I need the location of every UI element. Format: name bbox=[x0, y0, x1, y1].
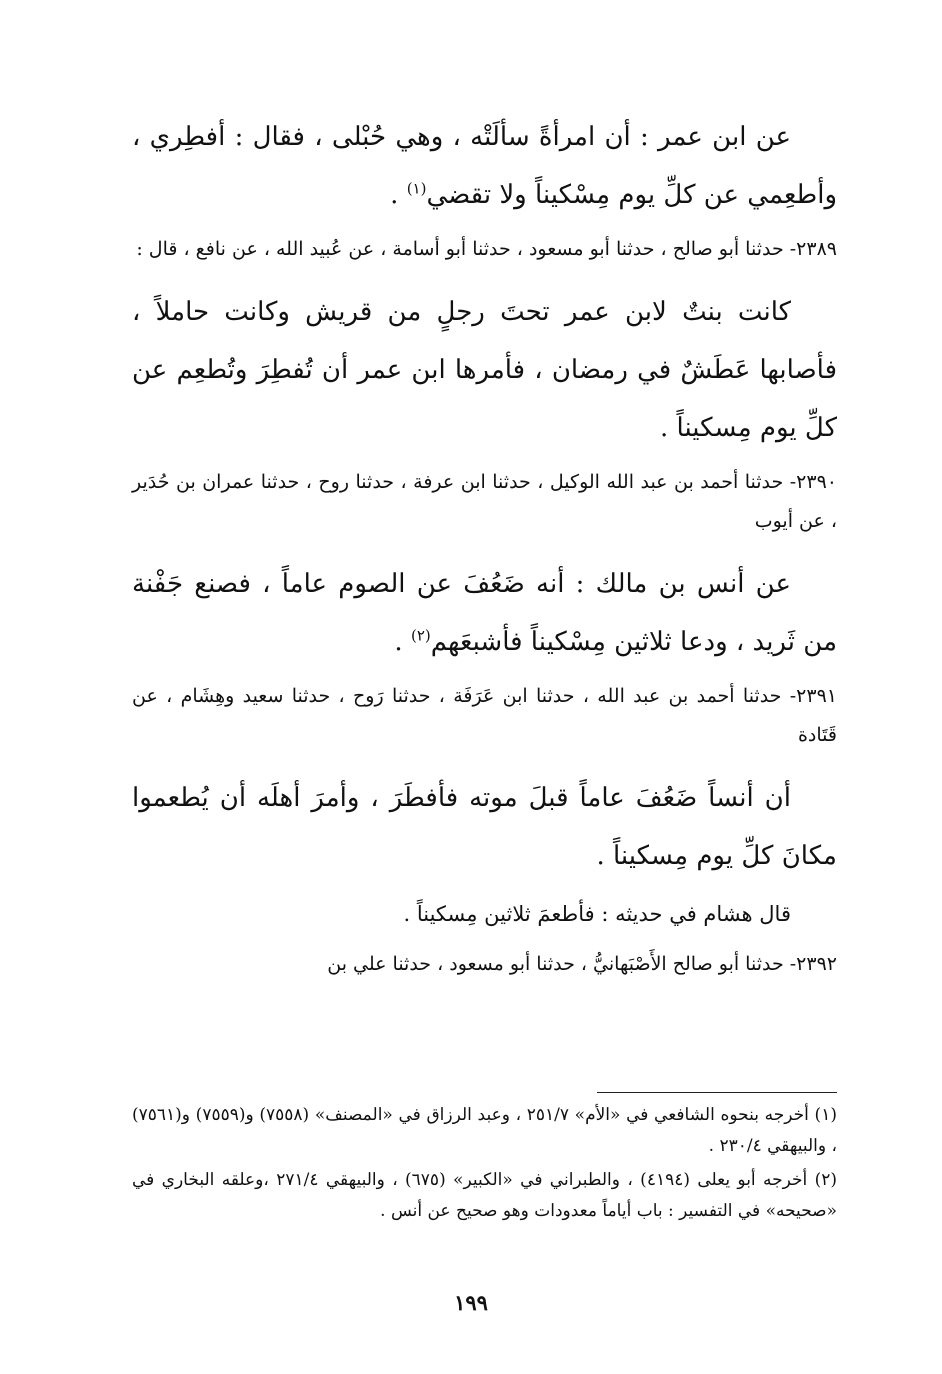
hadith-text-4: أن أنساً ضَعُفَ عاماً قبلَ موته فأفطَرَ ، وأمرَ أهلَه أن يُطعموا مكانَ كلِّ يوم مِسكيناً . bbox=[132, 783, 837, 871]
narrator-note: قال هشام في حديثه : فأطعمَ ثلاثين مِسكيناً . bbox=[403, 902, 791, 926]
hadith-text-1: عن ابن عمر : أن امرأةً سألَتْه ، وهي حُبْلى ، فقال : أفطِري ، وأطعِمي عن كلِّ يوم مِسْكيناً ولا تقضي$^{(١)}$ . bbox=[132, 122, 837, 210]
footnote-2: (٢) أخرجه أبو يعلى (٤١٩٤) ، والطبراني في «الكبير» (٦٧٥) ، والبيهقي ٢٧١/٤ ،وعلقه البخاري في «صحيحه» في التفسير : باب أياماً معدودات وهو صحيح عن أنس . bbox=[132, 1170, 837, 1221]
isnad-2390: ٢٣٩٠- حدثنا أحمد بن عبد الله الوكيل ، حدثنا ابن عرفة ، حدثنا روح ، حدثنا عمران بن حُدَير ، عن أيوب bbox=[132, 471, 837, 532]
footnotes bbox=[132, 1100, 837, 1230]
page-number: ١٩٩ bbox=[454, 1290, 488, 1315]
footnote-ref-1: (١) bbox=[406, 179, 427, 198]
isnad-2392: ٢٣٩٢- حدثنا أبو صالح الأَصْبَهانيُّ ، حدثنا أبو مسعود ، حدثنا علي بن bbox=[327, 953, 837, 975]
footnote-1: (١) أخرجه بنحوه الشافعي في «الأم» ٢٥١/٧ ، وعبد الرزاق في «المصنف» (٧٥٥٨) و(٧٥٥٩) و(٧٥٦١) ، والبيهقي ٢٣٠/٤ . bbox=[132, 1105, 837, 1156]
hadith-text-2: كانت بنتٌ لابن عمر تحتَ رجلٍ من قريش وكانت حاملاً ، فأصابها عَطَشٌ في رمضان ، فأمرها ابن عمر أن تُفطِرَ وتُطعِم عن كلِّ يوم مِسكيناً . bbox=[132, 297, 837, 443]
footnote-ref-2: (٢) bbox=[410, 626, 431, 645]
hadith-text-3: عن أنس بن مالك : أنه ضَعُفَ عن الصوم عاماً ، فصنع جَفْنة من ثَريد ، ودعا ثلاثين مِسْكيناً فأشبعَهم$^{(٢)}$ . bbox=[132, 569, 837, 657]
isnad-2389: ٢٣٨٩- حدثنا أبو صالح ، حدثنا أبو مسعود ، حدثنا أبو أسامة ، عن عُبيد الله ، عن نافع ، قال : bbox=[136, 238, 837, 260]
isnad-2391: ٢٣٩١- حدثنا أحمد بن عبد الله ، حدثنا ابن عَرَفَة ، حدثنا رَوح ، حدثنا سعيد وهِشَام ، عن قَتَادة bbox=[132, 685, 837, 746]
main-text bbox=[132, 108, 837, 984]
footnote-divider bbox=[597, 1092, 837, 1093]
